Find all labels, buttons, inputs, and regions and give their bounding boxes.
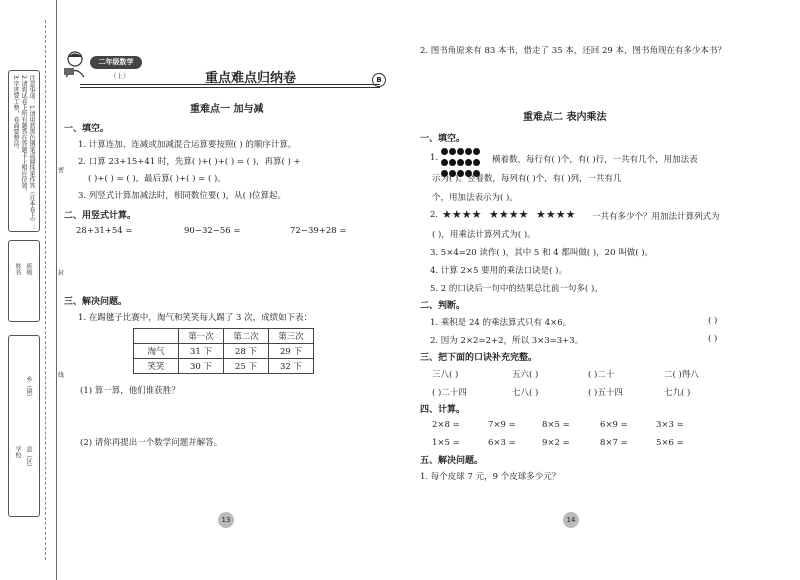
header-rule-thin [80,87,380,88]
score-table [133,328,314,374]
r-fill-4: 4. 计算 2×5 要用的乘法口诀是( )。 [430,266,567,276]
judge-2: 2. 因为 2×2=2+2，所以 3×3=3+3。 [430,336,584,346]
part3-heading: 三、解决问题。 [64,297,128,307]
table-header-row [134,329,314,344]
vertical-calc-2: 90−32−56 = [184,226,241,236]
title-mark: B [372,73,386,87]
judge-answer-1: ( ) [708,316,718,326]
seal-xian: 线 [58,372,65,379]
star-group-2: ★★★★ [489,208,529,221]
r-fill-2b: ( )，用乘法计算列式为( )。 [432,230,536,240]
school-info-box [8,335,40,517]
vertical-calc-1: 28+31+54 = [76,226,133,236]
calc-item: 3×3 = [656,420,684,430]
judge-1: 1. 乘积是 24 的乘法算式只有 4×6。 [430,318,572,328]
table-cell: 第三次 [269,329,314,344]
table-cell: 第二次 [224,329,269,344]
note-line-1: 注意事项：1.请用蓝黑色钢笔或圆珠笔作答（在本卷上）； [28,75,35,231]
table-cell [134,329,179,344]
sub-question-1: (1) 算一算，他们谁获胜？ [80,386,180,396]
calc-item: 8×5 = [542,420,570,430]
fill-question-3: 3. 列竖式计算加减法时，相同数位要( )，从( )位算起。 [78,191,286,201]
r-fill-1b: 示为( )。竖着数，每列有( )个，有( )列，一共有几 [432,174,622,184]
table-cell: 30 下 [179,359,224,374]
school-label: 学校 [14,446,21,458]
r-q2-number: 2. [430,210,439,220]
r-fill-1a: 横着数，每行有( )个，有( )行，一共有几个，用加法表 [492,155,698,165]
r-fill-5: 5. 2 的口诀后一句中的结果总比前一句多( )。 [430,284,603,294]
calc-item: 7×9 = [488,420,516,430]
r-q1-number: 1. [430,153,439,163]
r-part5-heading: 五、解决问题。 [420,456,484,466]
table-cell: 第一次 [179,329,224,344]
binding-line [56,0,57,580]
seal-mi: 密 [58,167,65,174]
r-part3-heading: 三、把下面的口诀补充完整。 [420,353,538,363]
word-problem-1: 1. 每个皮球 7 元，9 个皮球多少元？ [420,472,561,482]
section-title-1: 重难点一 加与减 [190,104,264,115]
header-rule [80,84,380,85]
calc-item: 6×9 = [600,420,628,430]
sub-question-2: (2) 请你再提出一个数学问题并解答。 [80,438,223,448]
problem-1: 1. 在踢毽子比赛中，淘气和笑笑每人踢了 3 次，成绩如下表： [78,313,313,323]
cut-line [45,20,46,560]
rhyme-1: 三八( ) [432,370,459,380]
rhyme-8: 七九( ) [664,388,691,398]
rhyme-7: ( )五十四 [588,388,623,398]
seal-feng: 封 [58,270,65,277]
part2-heading: 二、用竖式计算。 [64,211,137,221]
fill-question-1: 1. 计算连加、连减或加减混合运算要按照( ) 的顺序计算。 [78,140,297,150]
table-cell: 25 下 [224,359,269,374]
table-cell: 32 下 [269,359,314,374]
fill-question-2a: 2. 口算 23+15+41 时，先算( )+( )+( ) = ( )，再算( ) + [78,157,301,167]
rhyme-3: ( )二十 [588,370,615,380]
town-label: 乡（镇） [25,376,32,400]
vertical-calc-3: 72−39+28 = [290,226,347,236]
page-number-right: 14 [563,512,579,528]
part1-heading: 一、填空。 [64,124,110,134]
star-group-3: ★★★★ [536,208,576,221]
rhyme-4: 二( )得八 [664,370,699,380]
r-fill-1c: 个，用加法表示为( )。 [432,193,518,203]
judge-answer-2: ( ) [708,334,718,344]
rhyme-5: ( )二十四 [432,388,467,398]
r-part2-heading: 二、判断。 [420,301,466,311]
r-part1-heading: 一、填空。 [420,134,466,144]
fill-question-2b: ( )+( ) = ( )，最后算( )+( ) = ( )。 [88,174,226,184]
table-cell: 淘气 [134,344,179,359]
calc-item: 9×2 = [542,438,570,448]
table-cell: 笑笑 [134,359,179,374]
table-row [134,359,314,374]
r-fill-3: 3. 5×4=20 读作( )，其中 5 和 4 都叫做( )，20 叫做( )。 [430,248,654,258]
name-label: 姓名 [14,263,21,275]
table-row [134,344,314,359]
star-group-1: ★★★★ [442,208,482,221]
notes-box [8,70,40,232]
problem-2: 2. 图书角原来有 83 本书，借走了 35 本，还回 29 本，图书角现在有多少本书？ [420,46,726,56]
rhyme-6: 七八( ) [512,388,539,398]
r-fill-2a: 一共有多少个？用加法计算列式为 [592,212,720,222]
page-number-left: 13 [218,512,234,528]
table-cell: 31 下 [179,344,224,359]
class-label: 班级 [25,263,32,275]
calc-item: 8×7 = [600,438,628,448]
rhyme-2: 五六( ) [512,370,539,380]
table-cell: 29 下 [269,344,314,359]
county-label: 县（区） [25,446,32,470]
r-part4-heading: 四、计算。 [420,405,466,415]
section-title-2: 重难点二 表内乘法 [523,112,607,123]
grade-badge-sub: （上） [110,72,130,80]
calc-item: 5×6 = [656,438,684,448]
page-title: 重点难点归纳卷 [205,71,297,86]
note-line-2: 2.请将试卷上所有题答在答题卡上相应位置。 [20,75,27,195]
student-mascot-icon [62,50,88,78]
calc-item: 1×5 = [432,438,460,448]
calc-item: 2×8 = [432,420,460,430]
student-info-box [8,240,40,322]
table-cell: 28 下 [224,344,269,359]
note-line-3: 3.字迹要工整，卷面要整洁。 [12,75,19,153]
calc-item: 6×3 = [488,438,516,448]
grade-badge: 二年级数学 [90,56,142,69]
